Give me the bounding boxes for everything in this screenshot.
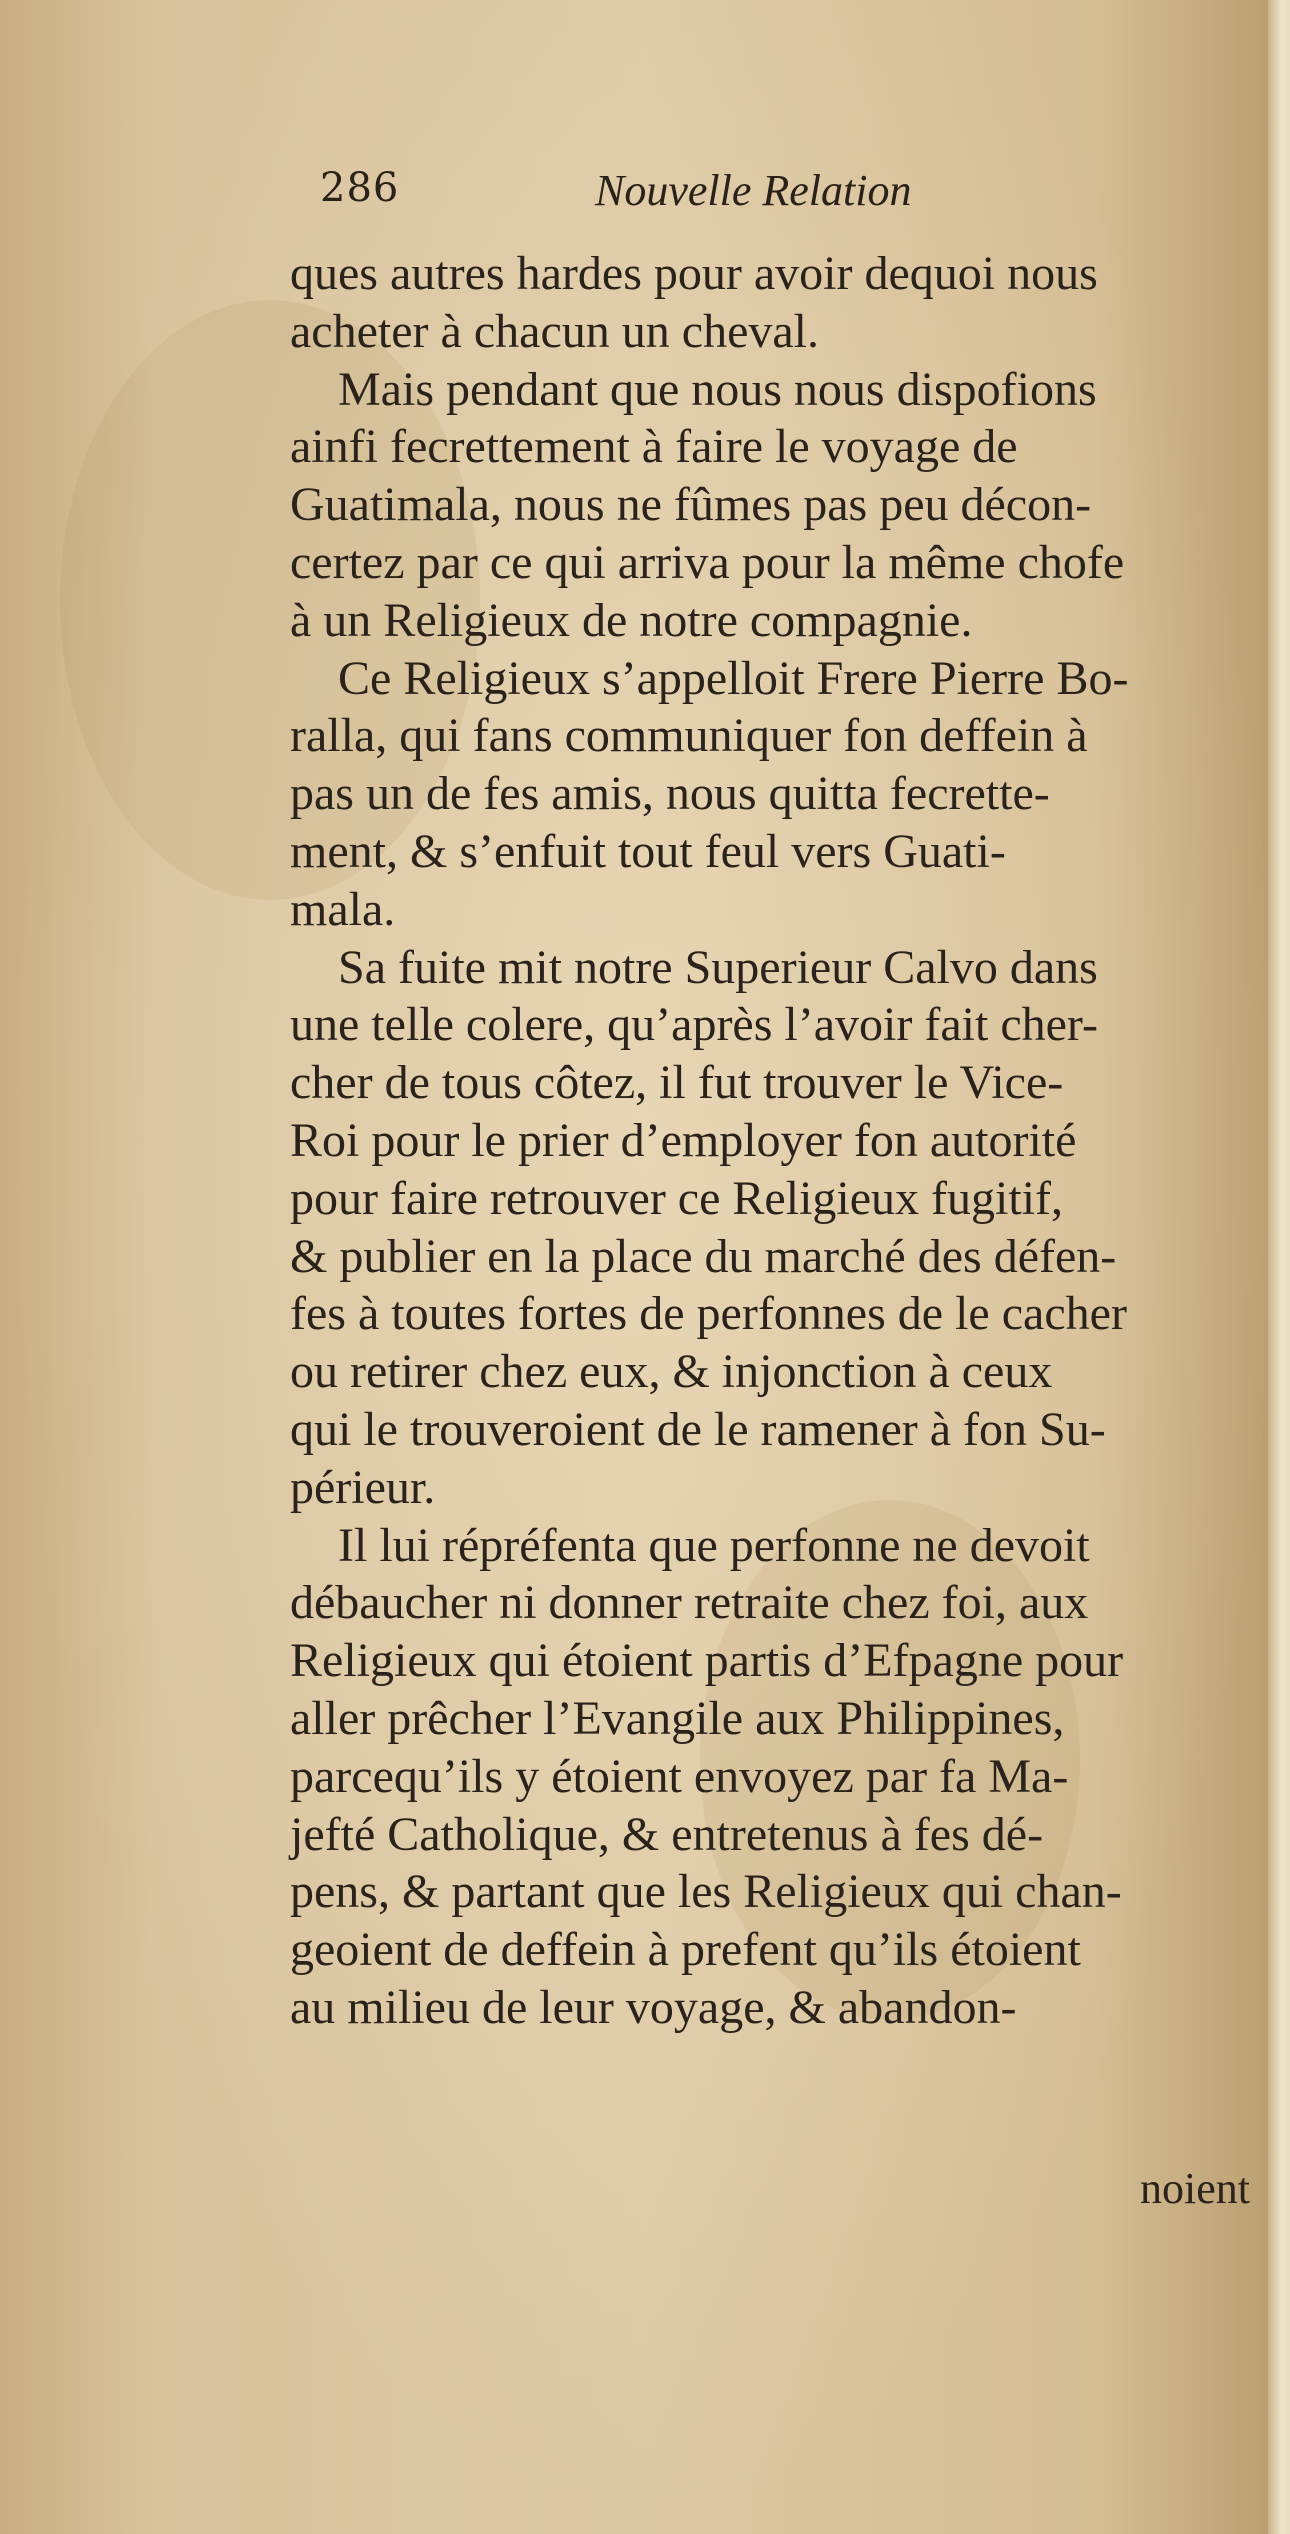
page-number: 286 [320,165,400,211]
page-edge [1268,0,1290,2534]
text-line: périeur. [290,1460,436,1514]
text-line: aller prêcher l’Evangile aux Philippines, [290,1691,1065,1745]
text-line: certez par ce qui arriva pour la même chofe [290,535,1125,589]
text-line: ralla, qui fans communiquer fon deffein à [290,709,1088,763]
text-line: Ce Religieux s’appelloit Frere Pierre Bo- [290,651,1129,705]
text-line: Religieux qui étoient partis d’Efpagne pour [290,1634,1124,1688]
text-line: pour faire retrouver ce Religieux fugitif, [290,1171,1064,1225]
catchword: noient [1140,2164,1250,2213]
page-header [320,165,1100,225]
text-line: au milieu de leur voyage, & abandon- [290,1980,1017,2034]
text-line: ment, & s’enfuit tout feul vers Guati- [290,824,1006,878]
text-line: Roi pour le prier d’employer fon autorité [290,1113,1077,1167]
text-line: pens, & partant que les Religieux qui chan- [290,1865,1122,1919]
text-line: pas un de fes amis, nous quitta fecrette- [290,767,1050,821]
text-line: ainfi fecrettement à faire le voyage de [290,420,1018,474]
text-line: & publier en la place du marché des défen- [290,1229,1117,1283]
text-line: fes à toutes fortes de perfonnes de le cacher [290,1287,1127,1341]
text-line: acheter à chacun un cheval. [290,304,820,358]
text-line: geoient de deffein à prefent qu’ils étoient [290,1923,1081,1977]
text-line: cher de tous côtez, il fut trouver le Vice- [290,1056,1064,1110]
text-line: à un Religieux de notre compagnie. [290,593,973,647]
text-line: qui le trouveroient de le ramener à fon Su- [290,1402,1106,1456]
text-line: jefté Catholique, & entretenus à fes dé- [290,1807,1044,1861]
text-line: Guatimala, nous ne fûmes pas peu décon- [290,478,1092,532]
running-head: Nouvelle Relation [595,166,912,215]
text-line: ques autres hardes pour avoir dequoi nous [290,247,1098,300]
text-line: une telle colere, qu’après l’avoir fait cher- [290,998,1098,1052]
text-line: débaucher ni donner retraite chez foi, aux [290,1576,1089,1630]
text-line: Sa fuite mit notre Superieur Calvo dans [290,940,1098,994]
text-line: mala. [290,882,396,936]
text-line: ou retirer chez eux, & injonction à ceux [290,1345,1053,1399]
text-line: parcequ’ils y étoient envoyez par fa Ma- [290,1749,1069,1803]
body-text [290,245,1250,2037]
text-line: Mais pendant que nous nous dispofions [290,362,1097,416]
text-line: Il lui répréfenta que perfonne ne devoit [290,1518,1090,1572]
